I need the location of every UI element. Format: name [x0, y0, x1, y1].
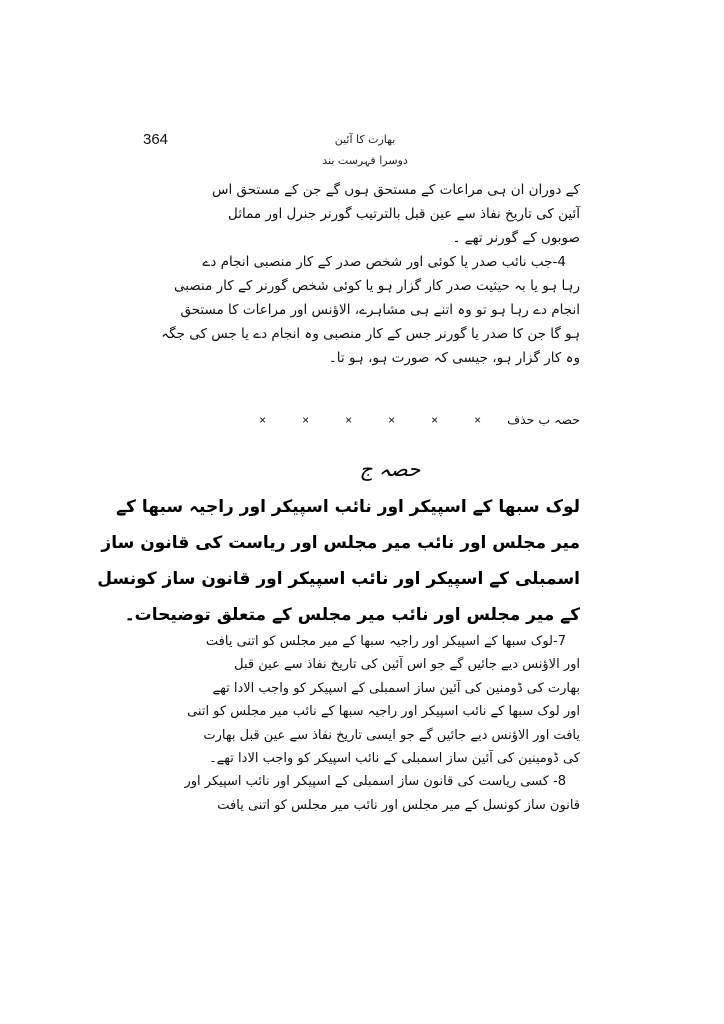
page-number: 364 [143, 131, 169, 148]
part-b-omitted-line [140, 412, 580, 427]
section-title-line: کے میر مجلس اور نائب میر مجلس کے متعلق توضیحات۔ [124, 605, 580, 625]
text-line: اور الاؤنس دیے جائیں گے جو اس آئین کی تاریخ نفاذ سے عین قبل [234, 657, 580, 673]
running-header-subtitle: دوسرا فہرست بند [322, 154, 408, 167]
text-line: بھارت کی ڈومنین کی آئین ساز اسمبلی کے اسپیکر کو واجب الادا تھے [212, 680, 580, 696]
omission-mark: × [431, 412, 439, 427]
section-title-line: لوک سبھا کے اسپیکر اور نائب اسپیکر اور راجیہ سبھا کے [116, 497, 580, 517]
paragraph-block-a [161, 178, 580, 370]
text-line: آئین کی تاریخ نفاذ سے عین قبل بالترتیب گورنر جنرل اور مماثل [227, 206, 580, 222]
paragraph-block-b [184, 630, 580, 817]
text-line: انجام دے رہا ہو تو وہ اتنے ہی مشاہرے، الاؤنس اور مراعات کا مستحق [180, 302, 580, 318]
omission-mark: × [388, 412, 396, 427]
omission-mark: × [474, 412, 482, 427]
text-line: وہ کار گزار ہو، جیسی کہ صورت ہو، ہو تا۔ [328, 350, 580, 366]
text-line: 4-جب نائب صدر یا کوئی اور شخص صدر کے کار منصبی انجام دے [202, 254, 566, 270]
text-line: ہو گا جن کا صدر یا گورنر جس کے کار منصبی وہ انجام دے یا جس کی جگہ [161, 326, 580, 342]
text-line: 7-لوک سبھا کے اسپیکر اور راجیہ سبھا کے میر مجلس کو اتنی یافت [205, 634, 566, 649]
text-line: کے دوران ان ہی مراعات کے مستحق ہوں گے جن کے مستحق اس [212, 182, 580, 198]
section-title-line: اسمبلی کے اسپیکر اور نائب اسپیکر اور قانون ساز کونسل [97, 569, 580, 589]
section-title-line: میر مجلس اور نائب میر مجلس اور ریاست کی قانون ساز [101, 533, 580, 553]
part-b-omitted-label: حصہ ب حذف [507, 412, 580, 427]
text-line: یافت اور الاؤنس دیے جائیں گے جو ایسی تاریخ نفاذ سے عین قبل بھارت [203, 727, 580, 743]
text-line: اور لوک سبھا کے نائب اسپیکر اور راجیہ سبھا کے نائب میر مجلس کو اتنی [187, 704, 580, 720]
text-line: 8- کسی ریاست کی قانون ساز اسمبلی کے اسپیکر اور نائب اسپیکر اور [184, 774, 566, 790]
omission-mark: × [345, 412, 353, 427]
section-title [97, 489, 580, 633]
text-line: رہا ہو یا بہ حیثیت صدر کار گزار ہو یا کوئی شخص گورنر کے کار منصبی [173, 278, 580, 294]
omission-mark: × [302, 412, 310, 427]
running-header-title: بھارت کا آئین [334, 133, 396, 146]
omission-mark: × [259, 412, 267, 427]
text-line: قانون ساز کونسل کے میر مجلس اور نائب میر مجلس کو اتنی یافت [217, 797, 580, 813]
text-line: صوبوں کے گورنر تھے ۔ [452, 230, 580, 246]
text-line: کی ڈومینین کی آئین ساز اسمبلی کے نائب اسپیکر کو واجب الادا تھے۔ [209, 750, 580, 766]
section-heading: حصہ ج [359, 457, 421, 481]
